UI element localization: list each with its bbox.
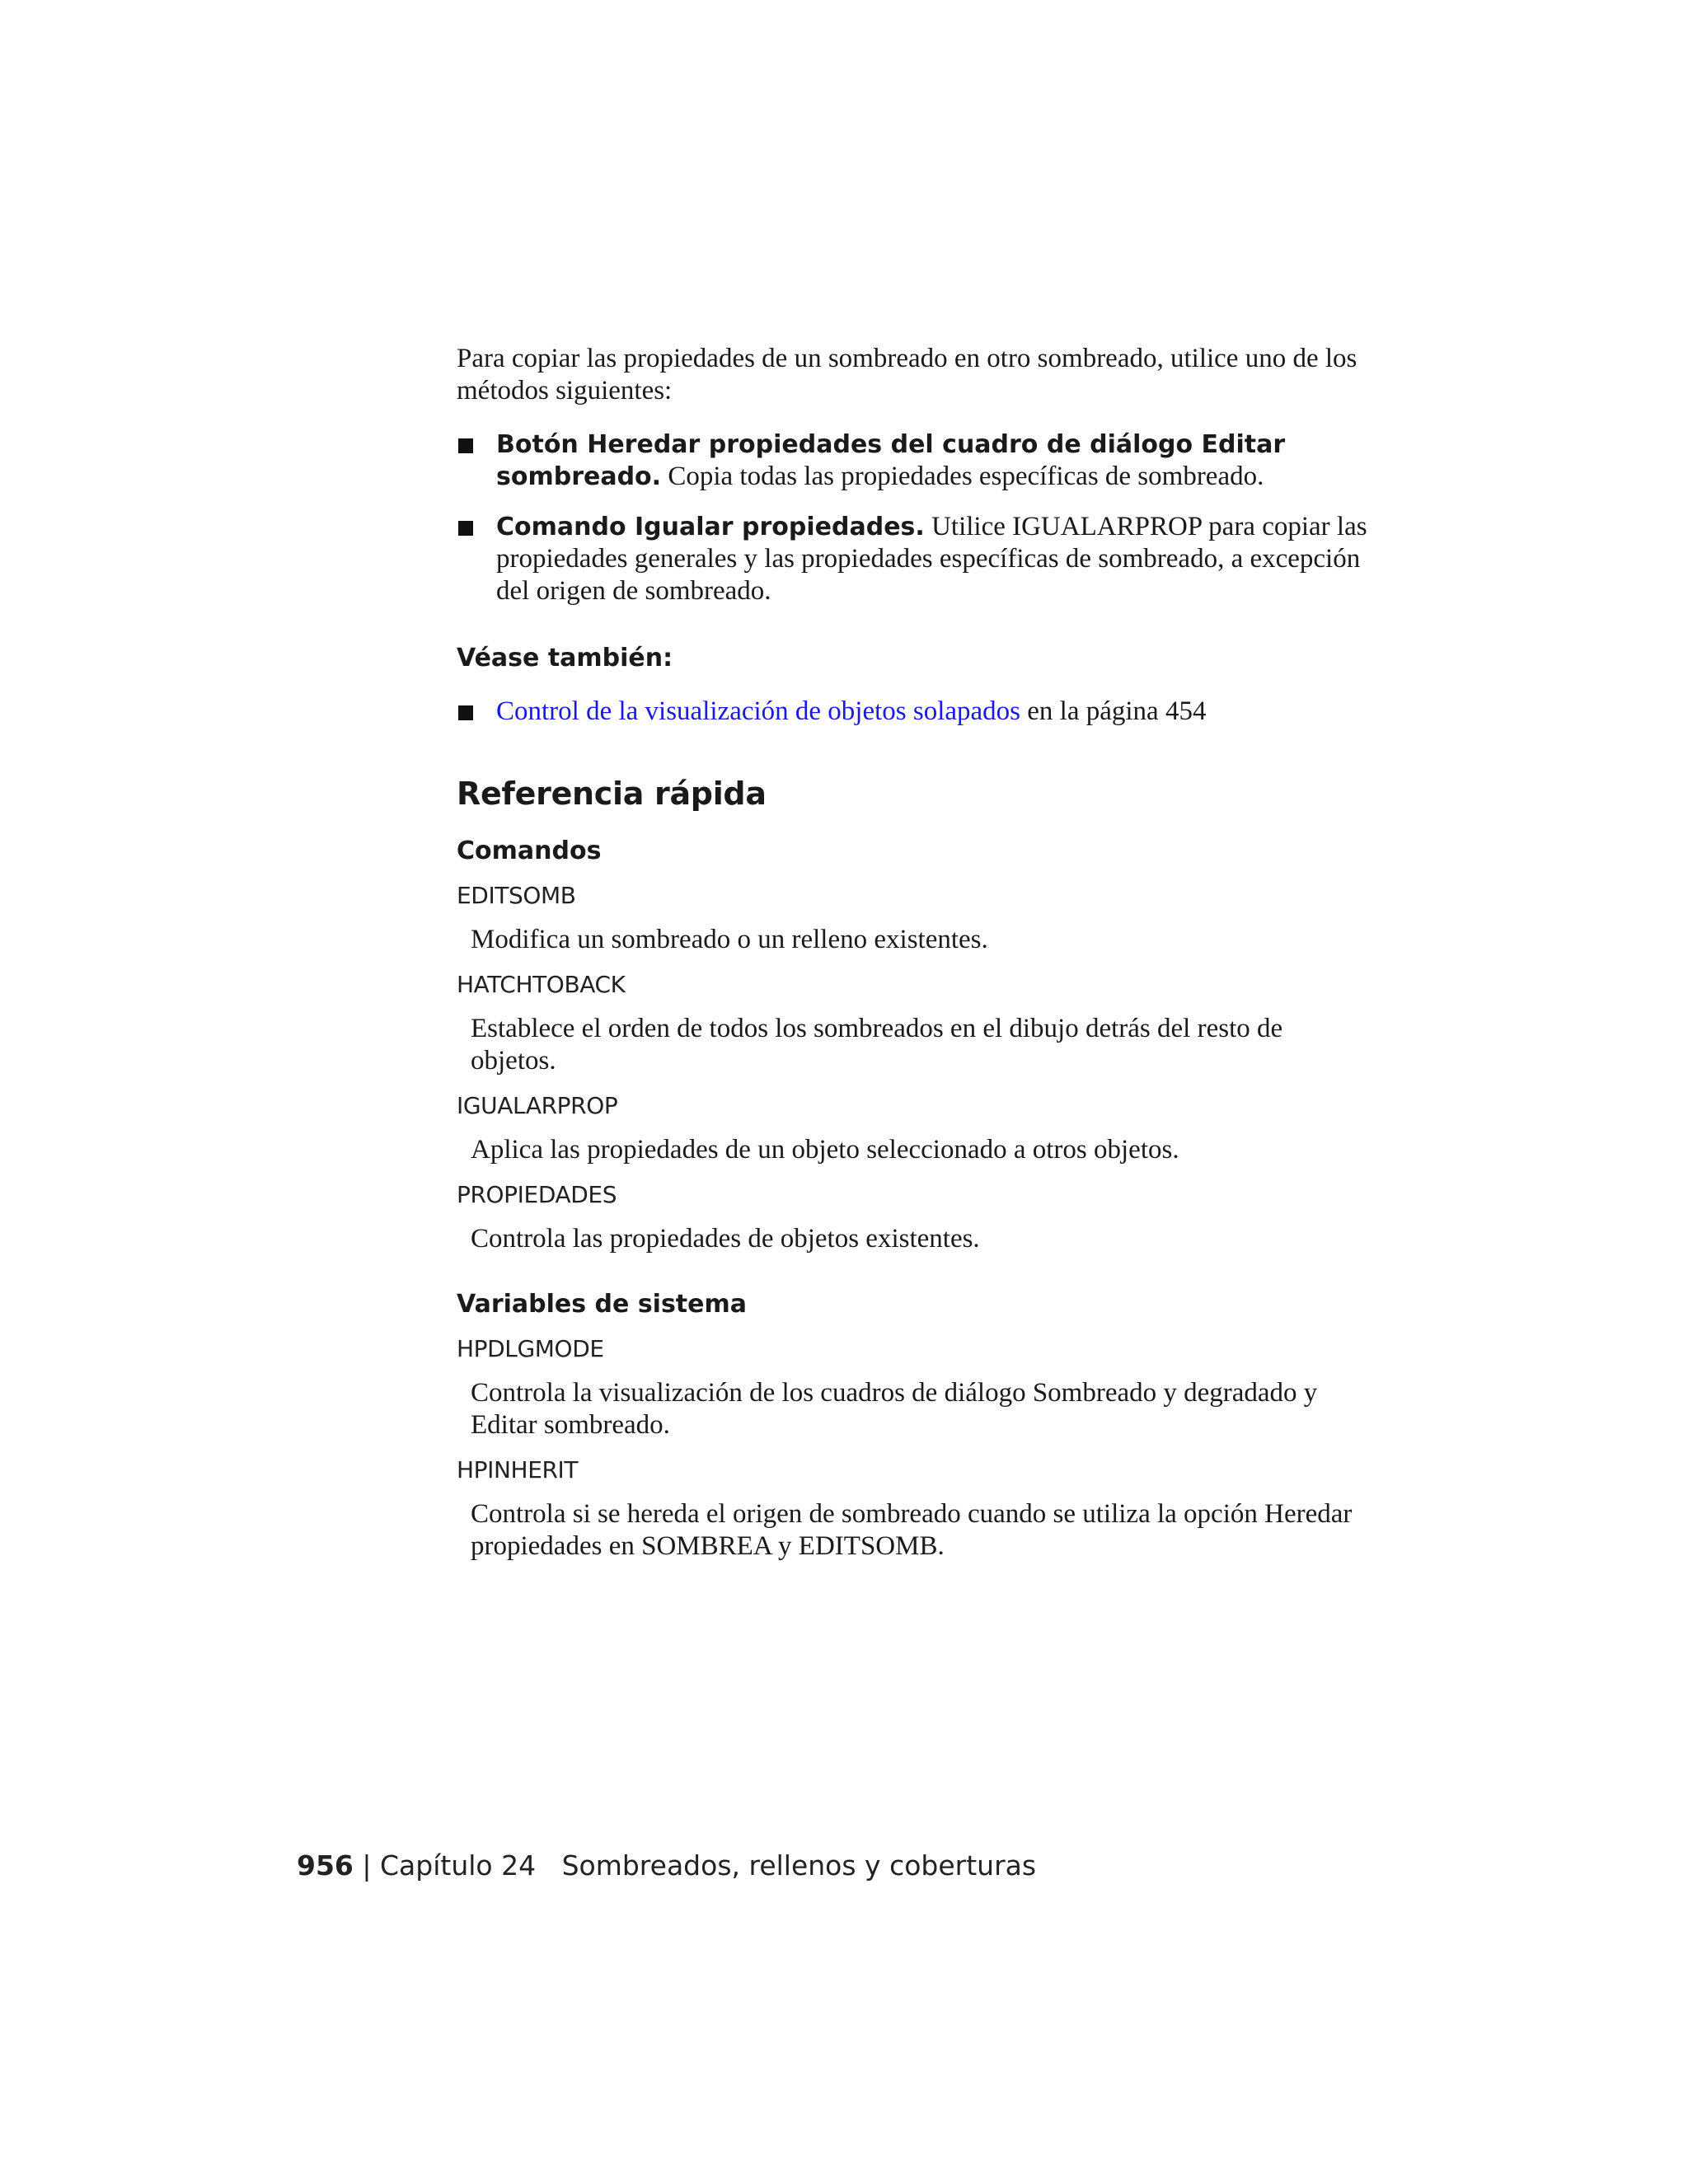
variable-name: HPDLGMODE bbox=[457, 1335, 604, 1362]
method-item bbox=[457, 511, 1372, 607]
see-also-heading: Véase también: bbox=[457, 644, 673, 673]
see-also-suffix: en la página 454 bbox=[1027, 696, 1207, 726]
chapter-label: Capítulo 24 bbox=[380, 1849, 537, 1882]
command-name: PROPIEDADES bbox=[457, 1181, 617, 1208]
command-name: EDITSOMB bbox=[457, 882, 576, 909]
command-description: Controla las propiedades de objetos existentes. bbox=[471, 1224, 980, 1254]
see-also-item bbox=[457, 696, 1372, 728]
method-item bbox=[457, 429, 1372, 493]
command-name: HATCHTOBACK bbox=[457, 971, 626, 998]
command-description: Aplica las propiedades de un objeto seleccionado a otros objetos. bbox=[471, 1135, 1179, 1165]
page-number: 956 bbox=[297, 1849, 354, 1882]
variable-description: Controla la visualización de los cuadros de diálogo Sombreado y degradado y Editar sombreado. bbox=[471, 1378, 1318, 1440]
commands-heading: Comandos bbox=[457, 837, 602, 865]
command-description: Establece el orden de todos los sombreados en el dibujo detrás del resto de objetos. bbox=[471, 1014, 1283, 1076]
method-lead: Botón Heredar propiedades del cuadro de diálogo Editar sombreado. bbox=[496, 430, 1286, 491]
see-also-link[interactable]: Control de la visualización de objetos solapados bbox=[496, 696, 1021, 726]
quick-reference-title: Referencia rápida bbox=[457, 776, 767, 812]
variable-name: HPINHERIT bbox=[457, 1456, 579, 1483]
command-description: Modifica un sombreado o un relleno existentes. bbox=[471, 925, 988, 954]
square-bullet-icon bbox=[458, 521, 473, 536]
command-name: IGUALARPROP bbox=[457, 1092, 618, 1119]
square-bullet-icon bbox=[458, 438, 473, 453]
intro-paragraph: Para copiar las propiedades de un sombreado en otro sombreado, utilice uno de los métodos siguientes: bbox=[457, 344, 1357, 405]
system-variables-heading: Variables de sistema bbox=[457, 1290, 748, 1319]
footer-separator: | bbox=[362, 1849, 372, 1882]
variable-description: Controla si se hereda el origen de sombreado cuando se utiliza la opción Heredar propiedades en SOMBREA y EDITSOMB. bbox=[471, 1499, 1353, 1561]
page-content bbox=[457, 343, 1372, 1577]
page-footer bbox=[297, 1849, 1036, 1882]
method-text: Copia todas las propiedades específicas de sombreado. bbox=[668, 462, 1264, 491]
method-text: Utilice IGUALARPROP para copiar las propiedades generales y las propiedades específicas de sombreado, a excepción del origen de sombreado. bbox=[496, 512, 1367, 606]
square-bullet-icon bbox=[458, 705, 473, 720]
chapter-title: Sombreados, rellenos y coberturas bbox=[561, 1849, 1037, 1882]
method-lead: Comando Igualar propiedades. bbox=[496, 513, 925, 541]
